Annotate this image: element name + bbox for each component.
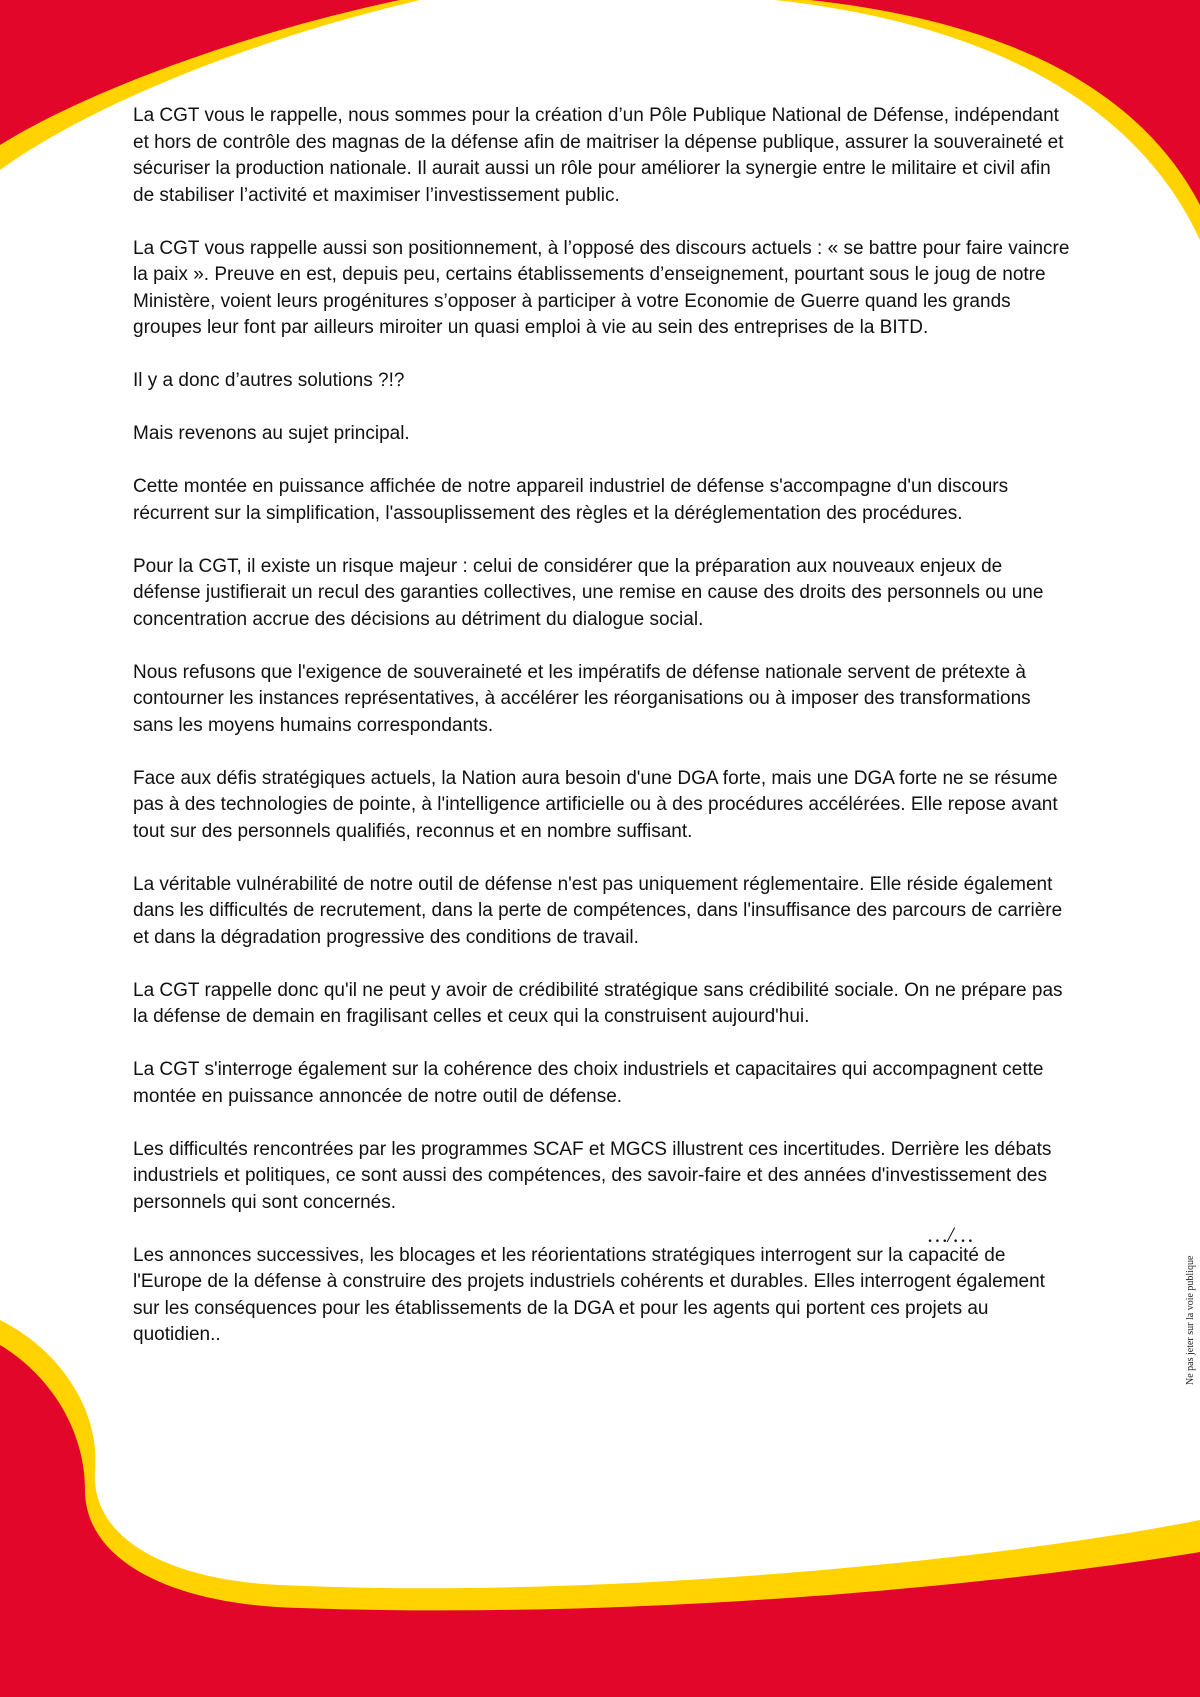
paragraph: Mais revenons au sujet principal. <box>133 423 410 444</box>
paragraph: Face aux défis stratégiques actuels, la Nation aura besoin d'une DGA forte, mais une DGA forte ne se résume pas à des technologies de pointe, à l'intelligence artificielle ou à des procédures accélérées. Elle repose avant tout sur des personnels qualifiés, reconnus et en nombre suffisant. <box>133 767 1058 842</box>
paragraph: Il y a donc d’autres solutions ?!? <box>133 370 405 391</box>
paragraph: Les difficultés rencontrées par les programmes SCAF et MGCS illustrent ces incertitudes. Derrière les débats industriels et politiques, ce sont aussi des compétences, des savoir-faire et des années d'investissement des personnels qui sont concernés. <box>133 1138 1052 1213</box>
side-note: Ne pas jeter sur la voie publique <box>1185 1255 1196 1385</box>
continuation-mark: …/… <box>928 1222 974 1247</box>
letter-body <box>133 103 1073 1375</box>
paragraph: La CGT rappelle donc qu'il ne peut y avoir de crédibilité stratégique sans crédibilité sociale. On ne prépare pas la défense de demain en fragilisant celles et ceux qui la construisent aujourd'hui. <box>133 979 1063 1027</box>
paragraph: Les annonces successives, les blocages et les réorientations stratégiques interrogent sur la capacité de l'Europe de la défense à construire des projets industriels cohérents et durables. Elles interrogent également sur les conséquences pour les établissements de la DGA et pour les agents qui portent ces projets au quotidien.. <box>133 1244 1045 1345</box>
paragraph: Pour la CGT, il existe un risque majeur : celui de considérer que la préparation aux nouveaux enjeux de défense justifierait un recul des garanties collectives, une remise en cause des droits des personnels ou une concentration accrue des décisions au détriment du dialogue social. <box>133 555 1044 630</box>
paragraph: La CGT vous rappelle aussi son positionnement, à l’opposé des discours actuels : « se battre pour faire vaincre la paix ». Preuve en est, depuis peu, certains établissements d’enseignement, pourtant sous le joug de notre Ministère, voient leurs progénitures s’opposer à participer à votre Economie de Guerre quand les grands groupes leur font par ailleurs miroiter un quasi emploi à vie au sein des entreprises de la BITD. <box>133 237 1070 338</box>
paragraph: Cette montée en puissance affichée de notre appareil industriel de défense s'accompagne d'un discours récurrent sur la simplification, l'assouplissement des règles et la déréglementation des procédures. <box>133 476 1009 524</box>
paragraph: Nous refusons que l'exigence de souveraineté et les impératifs de défense nationale servent de prétexte à contourner les instances représentatives, à accélérer les réorganisations ou à imposer des transformations sans les moyens humains correspondants. <box>133 661 1031 736</box>
paragraph: La CGT vous le rappelle, nous sommes pour la création d’un Pôle Publique National de Défense, indépendant et hors de contrôle des magnas de la défense afin de maitriser la dépense publique, assurer la souveraineté et sécuriser la production nationale. Il aurait aussi un rôle pour améliorer la synergie entre le militaire et civil afin de stabiliser l’activité et maximiser l’investissement public. <box>133 105 1064 206</box>
paragraph: La véritable vulnérabilité de notre outil de défense n'est pas uniquement réglementaire. Elle réside également dans les difficultés de recrutement, dans la perte de compétences, dans l'insuffisance des parcours de carrière et dans la dégradation progressive des conditions de travail. <box>133 873 1063 948</box>
paragraph: La CGT s'interroge également sur la cohérence des choix industriels et capacitaires qui accompagnent cette montée en puissance annoncée de notre outil de défense. <box>133 1059 1044 1107</box>
